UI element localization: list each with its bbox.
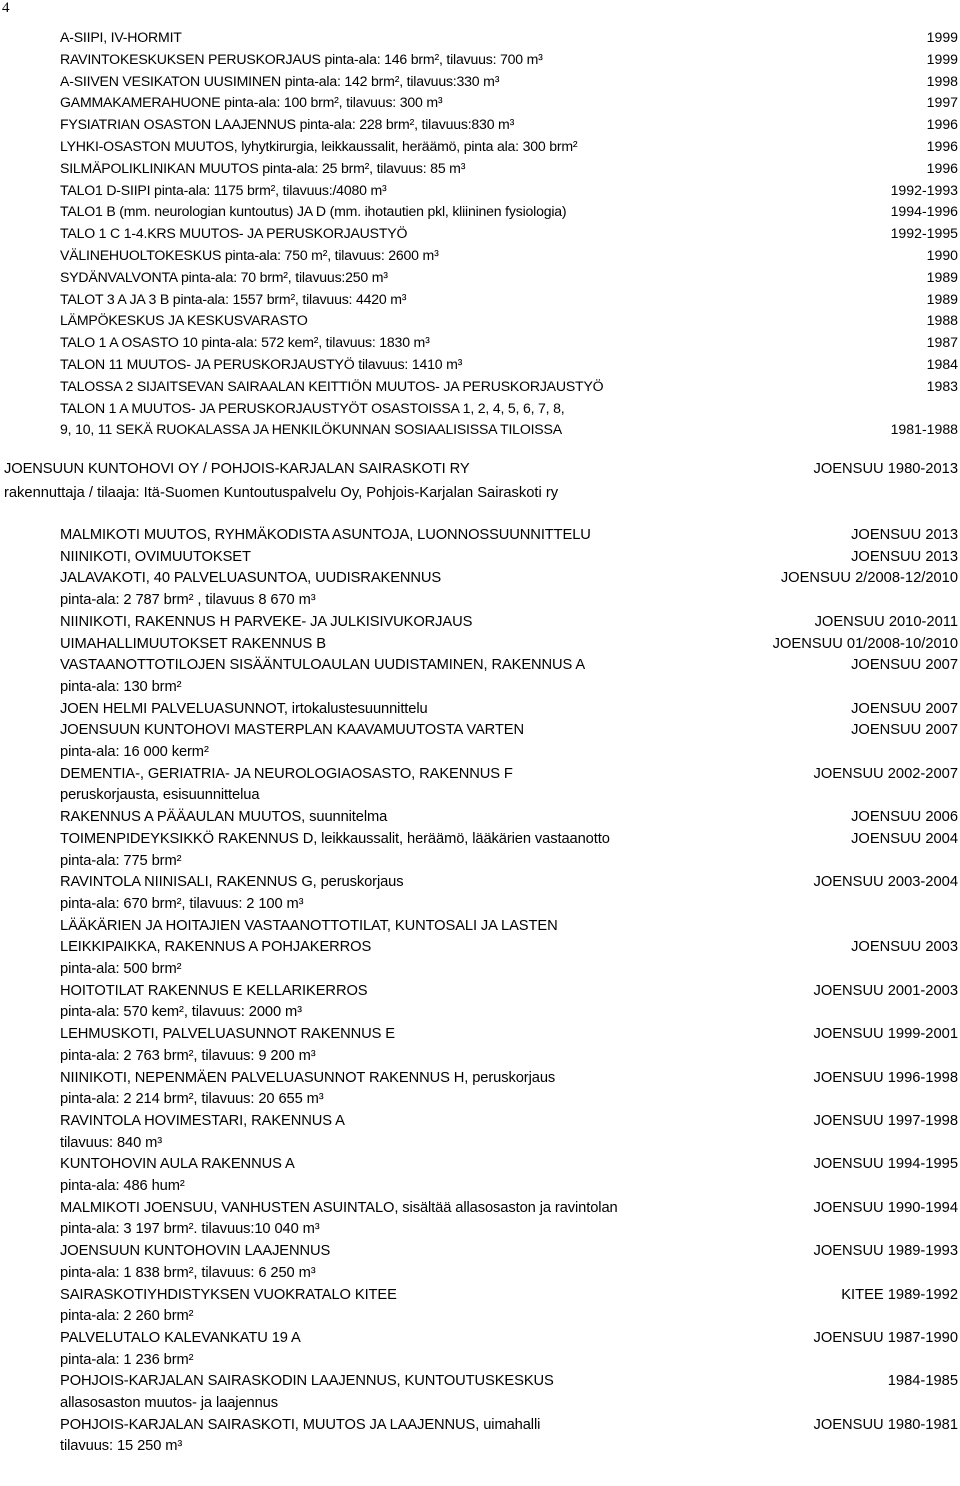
list-item: [60, 766, 958, 782]
list-item: [60, 657, 958, 673]
project-description: POHJOIS-KARJALAN SAIRASKOTI, MUUTOS JA LAAJENNUS, uimahalli: [60, 1416, 541, 1433]
project-location-date: JOENSUU 2006: [851, 809, 958, 826]
project-location-date: JOENSUU 1994-1995: [813, 1156, 958, 1173]
project-description: allasosaston muutos- ja laajennus: [60, 1395, 278, 1411]
project-description: peruskorjausta, esisuunnittelua: [60, 787, 260, 804]
project-description: pinta-ala: 3 197 brm². tilavuus:10 040 m³: [60, 1221, 320, 1238]
project-description: DEMENTIA-, GERIATRIA- JA NEUROLOGIAOSASTO, RAKENNUS F: [60, 765, 513, 782]
project-location-date: JOENSUU 2002-2007: [813, 765, 958, 782]
list-item: [60, 1004, 958, 1020]
project-description: RAVINTOKESKUKSEN PERUSKORJAUS pinta-ala: 146 brm², tilavuus: 700 m³: [60, 50, 543, 67]
client-name: JOENSUUN KUNTOHOVI OY / POHJOIS-KARJALAN SAIRASKOTI RY: [4, 461, 470, 477]
project-description: TALOSSA 2 SIJAITSEVAN SAIRAALAN KEITTIÖN MUUTOS- JA PERUSKORJAUSTYÖ: [60, 377, 604, 394]
project-date: 1989: [926, 290, 958, 307]
project-date: 1981-1988: [890, 421, 958, 438]
project-description: NIINIKOTI, OVIMUUTOKSET: [60, 548, 251, 565]
project-description: pinta-ala: 1 236 brm²: [60, 1351, 194, 1368]
project-location-date: JOENSUU 2003-2004: [813, 874, 958, 891]
project-description: RAKENNUS A PÄÄAULAN MUUTOS, suunnitelma: [60, 809, 388, 826]
project-location-date: JOENSUU 2001-2003: [813, 982, 958, 999]
project-description: VÄLINEHUOLTOKESKUS pinta-ala: 750 m², tilavuus: 2600 m³: [60, 247, 439, 263]
project-description: JOENSUUN KUNTOHOVIN LAAJENNUS: [60, 1243, 331, 1260]
list-item: [60, 1330, 958, 1346]
list-item: [60, 1135, 958, 1151]
project-description: PALVELUTALO KALEVANKATU 19 A: [60, 1329, 301, 1346]
project-location-date: JOENSUU 1990-1994: [813, 1199, 958, 1216]
list-item: [60, 1352, 958, 1368]
project-description: TALON 11 MUUTOS- JA PERUSKORJAUSTYÖ tilavuus: 1410 m³: [60, 356, 463, 372]
list-item: [60, 421, 958, 437]
list-item: [60, 400, 958, 416]
project-location-date: JOENSUU 2003: [851, 939, 958, 956]
project-description: FYSIATRIAN OSASTON LAAJENNUS pinta-ala: 228 brm², tilavuus:830 m³: [60, 116, 515, 133]
project-description: tilavuus: 840 m³: [60, 1134, 163, 1151]
list-item: [60, 356, 958, 372]
project-description: LÄÄKÄRIEN JA HOITAJIEN VASTAANOTTOTILAT, KUNTOSALI JA LASTEN: [60, 917, 558, 934]
list-item: [60, 1373, 958, 1389]
project-description: tilavuus: 15 250 m³: [60, 1438, 183, 1455]
project-date: 1990: [926, 247, 958, 263]
list-item: [60, 1091, 958, 1107]
list-item: [60, 918, 958, 934]
list-item: [60, 570, 958, 586]
list-item: [60, 160, 958, 176]
list-item: [60, 549, 958, 565]
project-location-date: JOENSUU 1999-2001: [813, 1026, 958, 1043]
project-location-date: JOENSUU 2010-2011: [814, 613, 958, 630]
list-item: [60, 1221, 958, 1237]
project-description: TALO1 D-SIIPI pinta-ala: 1175 brm², tilavuus:/4080 m³: [60, 181, 387, 198]
project-description: LEIKKIPAIKKA, RAKENNUS A POHJAKERROS: [60, 939, 372, 956]
project-description: RAVINTOLA HOVIMESTARI, RAKENNUS A: [60, 1112, 345, 1129]
project-location-date: JOENSUU 1996-1998: [813, 1069, 958, 1086]
project-date: 1988: [926, 312, 958, 329]
list-item: [60, 787, 958, 803]
list-item: [60, 138, 958, 154]
list-item: [60, 701, 958, 717]
project-description: JOEN HELMI PALVELUASUNNOT, irtokalustesuunnittelu: [60, 700, 428, 717]
list-item: [60, 203, 958, 219]
project-location-date: JOENSUU 1997-1998: [813, 1112, 958, 1129]
project-date: 1983: [926, 377, 958, 394]
list-item: [60, 939, 958, 955]
project-location-date: JOENSUU 2007: [851, 722, 958, 739]
project-description: pinta-ala: 2 763 brm², tilavuus: 9 200 m³: [60, 1047, 316, 1064]
project-location-date: 1984-1985: [887, 1373, 958, 1390]
list-item: [60, 961, 958, 977]
list-item: [60, 1265, 958, 1281]
project-description: GAMMAKAMERAHUONE pinta-ala: 100 brm², tilavuus: 300 m³: [60, 94, 443, 111]
list-item: [60, 896, 958, 912]
project-description: POHJOIS-KARJALAN SAIRASKODIN LAAJENNUS, KUNTOUTUSKESKUS: [60, 1373, 554, 1390]
list-item: [60, 51, 958, 67]
project-date: 1996: [926, 116, 958, 133]
page-number: 4: [2, 0, 10, 16]
list-item: [60, 614, 958, 630]
project-description: pinta-ala: 130 brm²: [60, 678, 182, 695]
list-item: [60, 247, 958, 263]
project-location-date: JOENSUU 1980-1981: [813, 1416, 958, 1433]
list-item: [60, 831, 958, 847]
project-description: HOITOTILAT RAKENNUS E KELLARIKERROS: [60, 982, 368, 999]
project-location-date: JOENSUU 2007: [851, 700, 958, 717]
project-description: SYDÄNVALVONTA pinta-ala: 70 brm², tilavuus:250 m³: [60, 268, 388, 285]
list-item: [60, 269, 958, 285]
list-item: [60, 94, 958, 110]
list-item: [60, 1113, 958, 1129]
list-item: [60, 73, 958, 89]
project-location-date: JOENSUU 2013: [851, 548, 958, 565]
project-date: 1992-1995: [890, 225, 958, 242]
list-item: [60, 378, 958, 394]
list-item: [60, 225, 958, 241]
list-item: [60, 722, 958, 738]
project-description: UIMAHALLIMUUTOKSET RAKENNUS B: [60, 635, 326, 652]
project-description: NIINIKOTI, RAKENNUS H PARVEKE- JA JULKISIVUKORJAUS: [60, 613, 473, 630]
client-subtitle: rakennuttaja / tilaaja: Itä-Suomen Kuntoutuspalvelu Oy, Pohjois-Karjalan Sairaskoti ry: [4, 485, 559, 501]
project-description: 9, 10, 11 SEKÄ RUOKALASSA JA HENKILÖKUNNAN SOSIAALISISSA TILOISSA: [60, 421, 562, 438]
project-date: 1989: [926, 268, 958, 285]
project-description: pinta-ala: 1 838 brm², tilavuus: 6 250 m³: [60, 1264, 316, 1281]
list-item: [60, 1200, 958, 1216]
project-description: KUNTOHOVIN AULA RAKENNUS A: [60, 1156, 295, 1173]
project-description: TALO 1 A OSASTO 10 pinta-ala: 572 kem², tilavuus: 1830 m³: [60, 334, 430, 351]
project-description: pinta-ala: 775 brm²: [60, 852, 182, 869]
project-date: 1997: [926, 94, 958, 111]
list-item: [60, 1070, 958, 1086]
project-date: 1987: [926, 334, 958, 351]
project-location-date: JOENSUU 2007: [851, 657, 958, 674]
list-item: [60, 1395, 958, 1411]
list-item: [60, 116, 958, 132]
project-date: 1996: [926, 138, 958, 154]
project-description: RAVINTOLA NIINISALI, RAKENNUS G, peruskorjaus: [60, 874, 404, 891]
list-item: [60, 182, 958, 198]
list-item: [60, 853, 958, 869]
list-item: [60, 592, 958, 608]
project-description: pinta-ala: 2 214 brm², tilavuus: 20 655 m³: [60, 1091, 324, 1108]
project-date: 1998: [926, 72, 958, 89]
project-description: pinta-ala: 2 260 brm²: [60, 1308, 194, 1325]
project-location-date: JOENSUU 2013: [851, 527, 958, 543]
project-location-date: JOENSUU 2/2008-12/2010: [780, 570, 958, 587]
client-location-years: JOENSUU 1980-2013: [813, 461, 958, 477]
project-description: pinta-ala: 2 787 brm² , tilavuus 8 670 m³: [60, 592, 316, 609]
list-item: [60, 312, 958, 328]
project-description: pinta-ala: 500 brm²: [60, 961, 182, 977]
project-description: LEHMUSKOTI, PALVELUASUNNOT RAKENNUS E: [60, 1026, 396, 1043]
project-description: TOIMENPIDEYKSIKKÖ RAKENNUS D, leikkaussalit, heräämö, lääkärien vastaanotto: [60, 830, 610, 847]
list-item: [60, 1438, 958, 1454]
project-description: MALMIKOTI MUUTOS, RYHMÄKODISTA ASUNTOJA, LUONNOSSUUNNITTELU: [60, 527, 591, 543]
project-description: VASTAANOTTOTILOJEN SISÄÄNTULOAULAN UUDISTAMINEN, RAKENNUS A: [60, 657, 586, 674]
list-item: [60, 744, 958, 760]
project-location-date: JOENSUU 1987-1990: [813, 1329, 958, 1346]
project-description: SAIRASKOTIYHDISTYKSEN VUOKRATALO KITEE: [60, 1286, 397, 1303]
project-description: pinta-ala: 570 kem², tilavuus: 2000 m³: [60, 1004, 302, 1021]
project-location-date: JOENSUU 01/2008-10/2010: [772, 635, 958, 652]
project-description: pinta-ala: 16 000 kerm²: [60, 744, 209, 760]
project-date: 1984: [926, 356, 958, 372]
project-description: A-SIIVEN VESIKATON UUSIMINEN pinta-ala: 142 brm², tilavuus:330 m³: [60, 72, 500, 89]
list-item: [60, 527, 958, 543]
list-item: [60, 291, 958, 307]
list-item: [60, 636, 958, 652]
project-description: TALON 1 A MUUTOS- JA PERUSKORJAUSTYÖT OSASTOISSA 1, 2, 4, 5, 6, 7, 8,: [60, 399, 565, 416]
project-description: NIINIKOTI, NEPENMÄEN PALVELUASUNNOT RAKENNUS H, peruskorjaus: [60, 1069, 556, 1086]
list-item: [60, 1417, 958, 1433]
list-item: [60, 1026, 958, 1042]
list-item: [60, 679, 958, 695]
project-description: pinta-ala: 486 hum²: [60, 1178, 185, 1194]
project-description: A-SIIPI, IV-HORMIT: [60, 29, 182, 45]
project-location-date: JOENSUU 2004: [851, 830, 958, 847]
project-date: 1994-1996: [890, 203, 958, 220]
list-item: [60, 1243, 958, 1259]
list-item: [60, 1048, 958, 1064]
project-description: MALMIKOTI JOENSUU, VANHUSTEN ASUINTALO, sisältää allasosaston ja ravintolan: [60, 1199, 618, 1216]
list-item: [60, 1156, 958, 1172]
list-item: [60, 334, 958, 350]
project-description: TALOT 3 A JA 3 B pinta-ala: 1557 brm², tilavuus: 4420 m³: [60, 290, 407, 307]
project-date: 1999: [926, 50, 958, 67]
project-location-date: JOENSUU 1989-1993: [813, 1243, 958, 1260]
project-description: JOENSUUN KUNTOHOVI MASTERPLAN KAAVAMUUTOSTA VARTEN: [60, 722, 524, 739]
project-date: 1996: [926, 159, 958, 176]
project-description: pinta-ala: 670 brm², tilavuus: 2 100 m³: [60, 895, 304, 912]
project-date: 1992-1993: [890, 181, 958, 198]
list-item: [60, 1308, 958, 1324]
client-row: [4, 461, 958, 477]
project-description: JALAVAKOTI, 40 PALVELUASUNTOA, UUDISRAKENNUS: [60, 570, 442, 587]
list-item: [60, 809, 958, 825]
project-description: SILMÄPOLIKLINIKAN MUUTOS pinta-ala: 25 brm², tilavuus: 85 m³: [60, 159, 466, 176]
project-description: TALO1 B (mm. neurologian kuntoutus) JA D (mm. ihotautien pkl, kliininen fysiologia): [60, 203, 567, 220]
list-item: [60, 1178, 958, 1194]
project-date: 1999: [926, 29, 958, 45]
list-item: [60, 29, 958, 45]
list-item: [60, 983, 958, 999]
project-location-date: KITEE 1989-1992: [841, 1286, 958, 1303]
list-item: [60, 874, 958, 890]
list-item: [60, 1287, 958, 1303]
project-description: LYHKI-OSASTON MUUTOS, lyhytkirurgia, leikkaussalit, heräämö, pinta ala: 300 brm²: [60, 138, 578, 154]
project-description: LÄMPÖKESKUS JA KESKUSVARASTO: [60, 312, 308, 329]
project-description: TALO 1 C 1-4.KRS MUUTOS- JA PERUSKORJAUSTYÖ: [60, 225, 408, 242]
